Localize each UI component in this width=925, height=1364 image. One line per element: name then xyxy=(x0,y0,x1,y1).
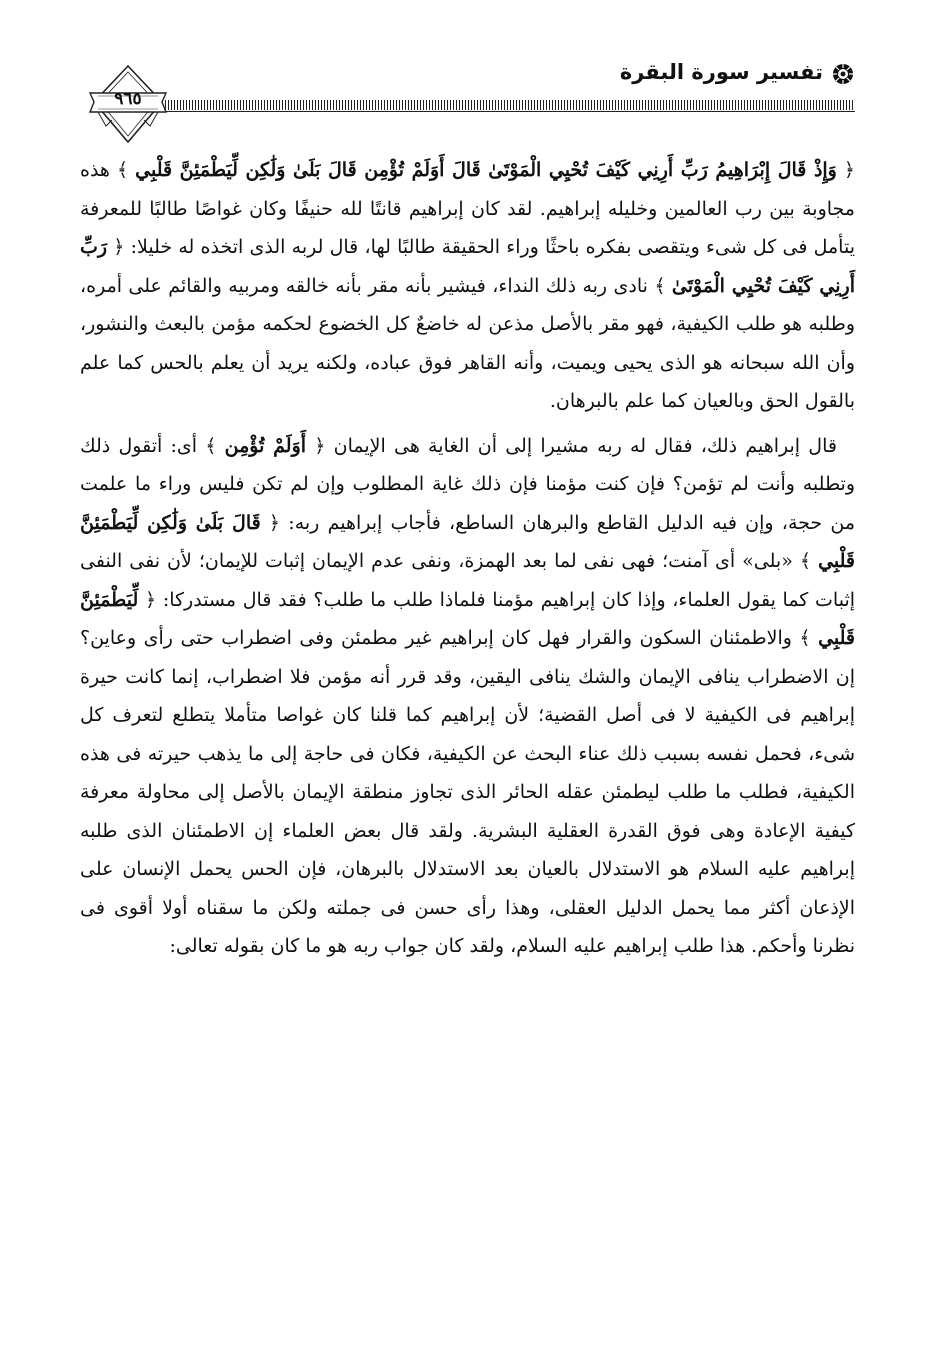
page-header xyxy=(80,56,855,146)
commentary-segment: والاطمئنان السكون والقرار فهل كان إبراهيم غير مطمئن وفى اضطراب حتى رأى وعاين؟ إن الاضطراب ينافى الإيمان والشك ينافى اليقين، وقد قرر أنه مؤمن فلا اضطراب، إنما كانت حيرة إبراهيم فى الكيفية لا فى أصل القضية؛ لأن إبراهيم كما قلنا كان غواصا متأملا يتطلع لتعرف كل شىء، فحمل نفسه بسبب ذلك عناء البحث عن الكيفية، فكان فى حاجة إلى ما يذهب حيرته فى هذه الكيفية، فطلب ما طلب ليطمئن عقله الحائر الذى تجاوز منطقة الإيمان بالأصل إلى محاولة معرفة كيفية الإعادة وهى فوق القدرة العقلية البشرية. ولقد قال بعض العلماء إن الاطمئنان الذى طلبه إبراهيم عليه السلام هو الاستدلال بالعيان بعد الاستدلال بالبرهان، فإن الحس يحمل الإنسان على الإذعان أكثر مما يحمل الدليل العقلى، وهذا رأى حسن فى جملته ولكن ما سقناه أولا أقوى فى نظرنا وأحكم. هذا طلب إبراهيم عليه السلام، ولقد كان جواب ربه هو ما كان بقوله تعالى: xyxy=(80,627,855,957)
header-rule-line xyxy=(165,111,855,112)
quran-open-bracket: ﴿ xyxy=(314,434,326,457)
quran-verse: وَإِذْ قَالَ إِبْرَاهِيمُ رَبِّ أَرِنِي كَيْفَ تُحْيِي الْمَوْتَىٰ قَالَ أَوَلَمْ تُؤْمِن قَالَ بَلَىٰ وَلَٰكِن لِّيَطْمَئِنَّ قَلْبِي xyxy=(135,159,837,181)
paragraph-1 xyxy=(80,151,855,421)
quran-verse: قَالَ بَلَىٰ وَلَٰكِن لِّيَطْمَئِنَّ قَلْبِي xyxy=(80,511,856,572)
quran-verse: أَوَلَمْ تُؤْمِن xyxy=(224,434,307,457)
surah-title: تفسير سورة البقرة xyxy=(619,60,823,84)
quran-open-bracket: ﴿ xyxy=(113,236,125,258)
quran-close-bracket: ﴾ xyxy=(116,159,129,181)
paragraph-2 xyxy=(80,427,855,966)
quran-open-bracket: ﴿ xyxy=(268,511,281,534)
page-number: ٩٦٥ xyxy=(114,89,142,109)
quran-close-bracket: ﴾ xyxy=(799,550,812,572)
floral-ornament-icon xyxy=(831,62,855,86)
quran-close-bracket: ﴾ xyxy=(654,274,666,297)
header-rule xyxy=(165,100,855,110)
quran-open-bracket: ﴿ xyxy=(144,588,157,611)
commentary-segment: أى: أتقول ذلك وتطلبه وأنت لم تؤمن؟ فإن كنت مؤمنا فإن ذلك غاية المطلوب وإن لم تكن فليس وراء ما علمت من حجة، وإن فيه الدليل القاطع والبرهان الساطع، فأجاب إبراهيم ربه: xyxy=(80,434,855,534)
quran-close-bracket: ﴾ xyxy=(205,434,217,457)
quran-verse: رَبِّ أَرِنِي كَيْفَ تُحْيِي الْمَوْتَىٰ xyxy=(80,236,856,297)
quran-open-bracket: ﴿ xyxy=(843,159,856,181)
commentary-segment: هذه مجاوبة بين رب العالمين وخليله إبراهيم. لقد كان إبراهيم قانتًا لله حنيفًا وكان غواصًا طالبًا للمعرفة يتأمل فى كل شىء ويتقصى بفكره باحثًا وراء الحقيقة طالبًا لها، قال لربه الذى اتخذه له خليلا: xyxy=(80,159,855,258)
commentary-segment: قال إبراهيم ذلك، فقال له ربه مشيرا إلى أن الغاية هى الإيمان xyxy=(333,434,837,457)
quran-close-bracket: ﴾ xyxy=(799,627,811,649)
commentary-segment: نادى ربه ذلك النداء، فيشير بأنه مقر بأنه خالقه ومربيه والقائم على أمره، وطلبه هو طلب الكيفية، فهو مقر بالأصل مذعن له خاضعٌ كل الخضوع لحكمه مؤمن بالبعث والنشور، وأن الله سبحانه هو الذى يحيى ويميت، وأنه القاهر فوق عباده، ولكنه يريد أن يعلم بالحس كما علم بالقول الحق وبالعيان كما علم بالبرهان. xyxy=(80,274,855,412)
quran-verse: لِّيَطْمَئِنَّ قَلْبِي xyxy=(80,588,856,649)
commentary-text xyxy=(80,151,855,966)
commentary-segment: «بلى» أى آمنت؛ فهى نفى لما بعد الهمزة، ونفى عدم الإيمان إثبات للإيمان؛ لأن نفى النفى إثبات كما يقول العلماء، وإذا كان إبراهيم مؤمنا فلماذا طلب ما طلب؟ فقد قال مستدركا: xyxy=(80,550,856,611)
